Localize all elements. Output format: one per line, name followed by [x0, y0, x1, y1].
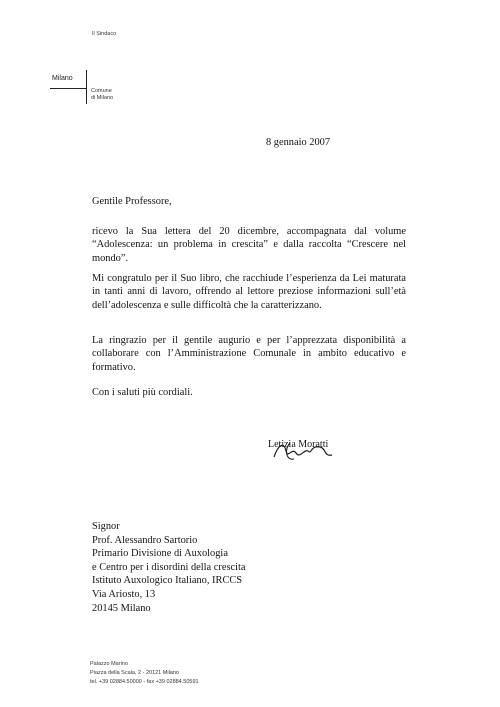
recipient-address	[92, 520, 246, 615]
letterhead-vertical-rule	[86, 70, 87, 104]
footer-line-1: Palazzo Marino	[90, 661, 128, 667]
recipient-line: Via Ariosto, 13	[92, 588, 156, 600]
paragraph-2: Mi congratulo per il Suo libro, che racchiude l’esperienza da Lei maturata in tanti anni di lavoro, offrendo al lettore preziose informazioni sull’età dell’adolescenza e sulle difficoltà che la caratterizzano.	[92, 273, 406, 311]
letterhead-comune	[91, 88, 113, 102]
closing: Con i saluti più cordiali.	[92, 387, 193, 398]
recipient-line: 20145 Milano	[92, 602, 151, 614]
recipient-line: Signor	[92, 521, 120, 532]
footer-address	[90, 660, 199, 687]
paragraph-3: La ringrazio per il gentile augurio e per l’apprezzata disponibilità a collaborare con l’Amministrazione Comunale in ambito educativo e formativo.	[92, 335, 406, 373]
letterhead-top-label: Il Sindaco	[92, 31, 117, 37]
comune-line-1: Comune	[91, 88, 112, 94]
recipient-line: Istituto Auxologico Italiano, IRCCS	[92, 575, 243, 587]
recipient-line: e Centro per i disordini della crescita	[92, 561, 246, 573]
footer-line-3: tel. +39 02884.50000 - fax +39 02884.50591	[90, 679, 199, 685]
letterhead-city: Milano	[52, 75, 73, 82]
footer-line-2: Piazza della Scala, 2 - 20121 Milano	[90, 670, 179, 676]
salutation: Gentile Professore,	[92, 196, 172, 207]
letter-date: 8 gennaio 2007	[266, 137, 331, 148]
paragraph-1: ricevo la Sua lettera del 20 dicembre, accompagnata dal volume “Adolescenza: un problema in crescita” e dalla raccolta “Crescere nel mondo”.	[92, 226, 406, 264]
signature-name: Letizia Moratti	[268, 439, 329, 450]
recipient-line: Prof. Alessandro Sartorio	[92, 534, 198, 546]
recipient-line: Primario Divisione di Auxologia	[92, 548, 228, 560]
comune-line-2: di Milano	[91, 95, 114, 101]
letterhead-horizontal-rule	[50, 88, 86, 89]
